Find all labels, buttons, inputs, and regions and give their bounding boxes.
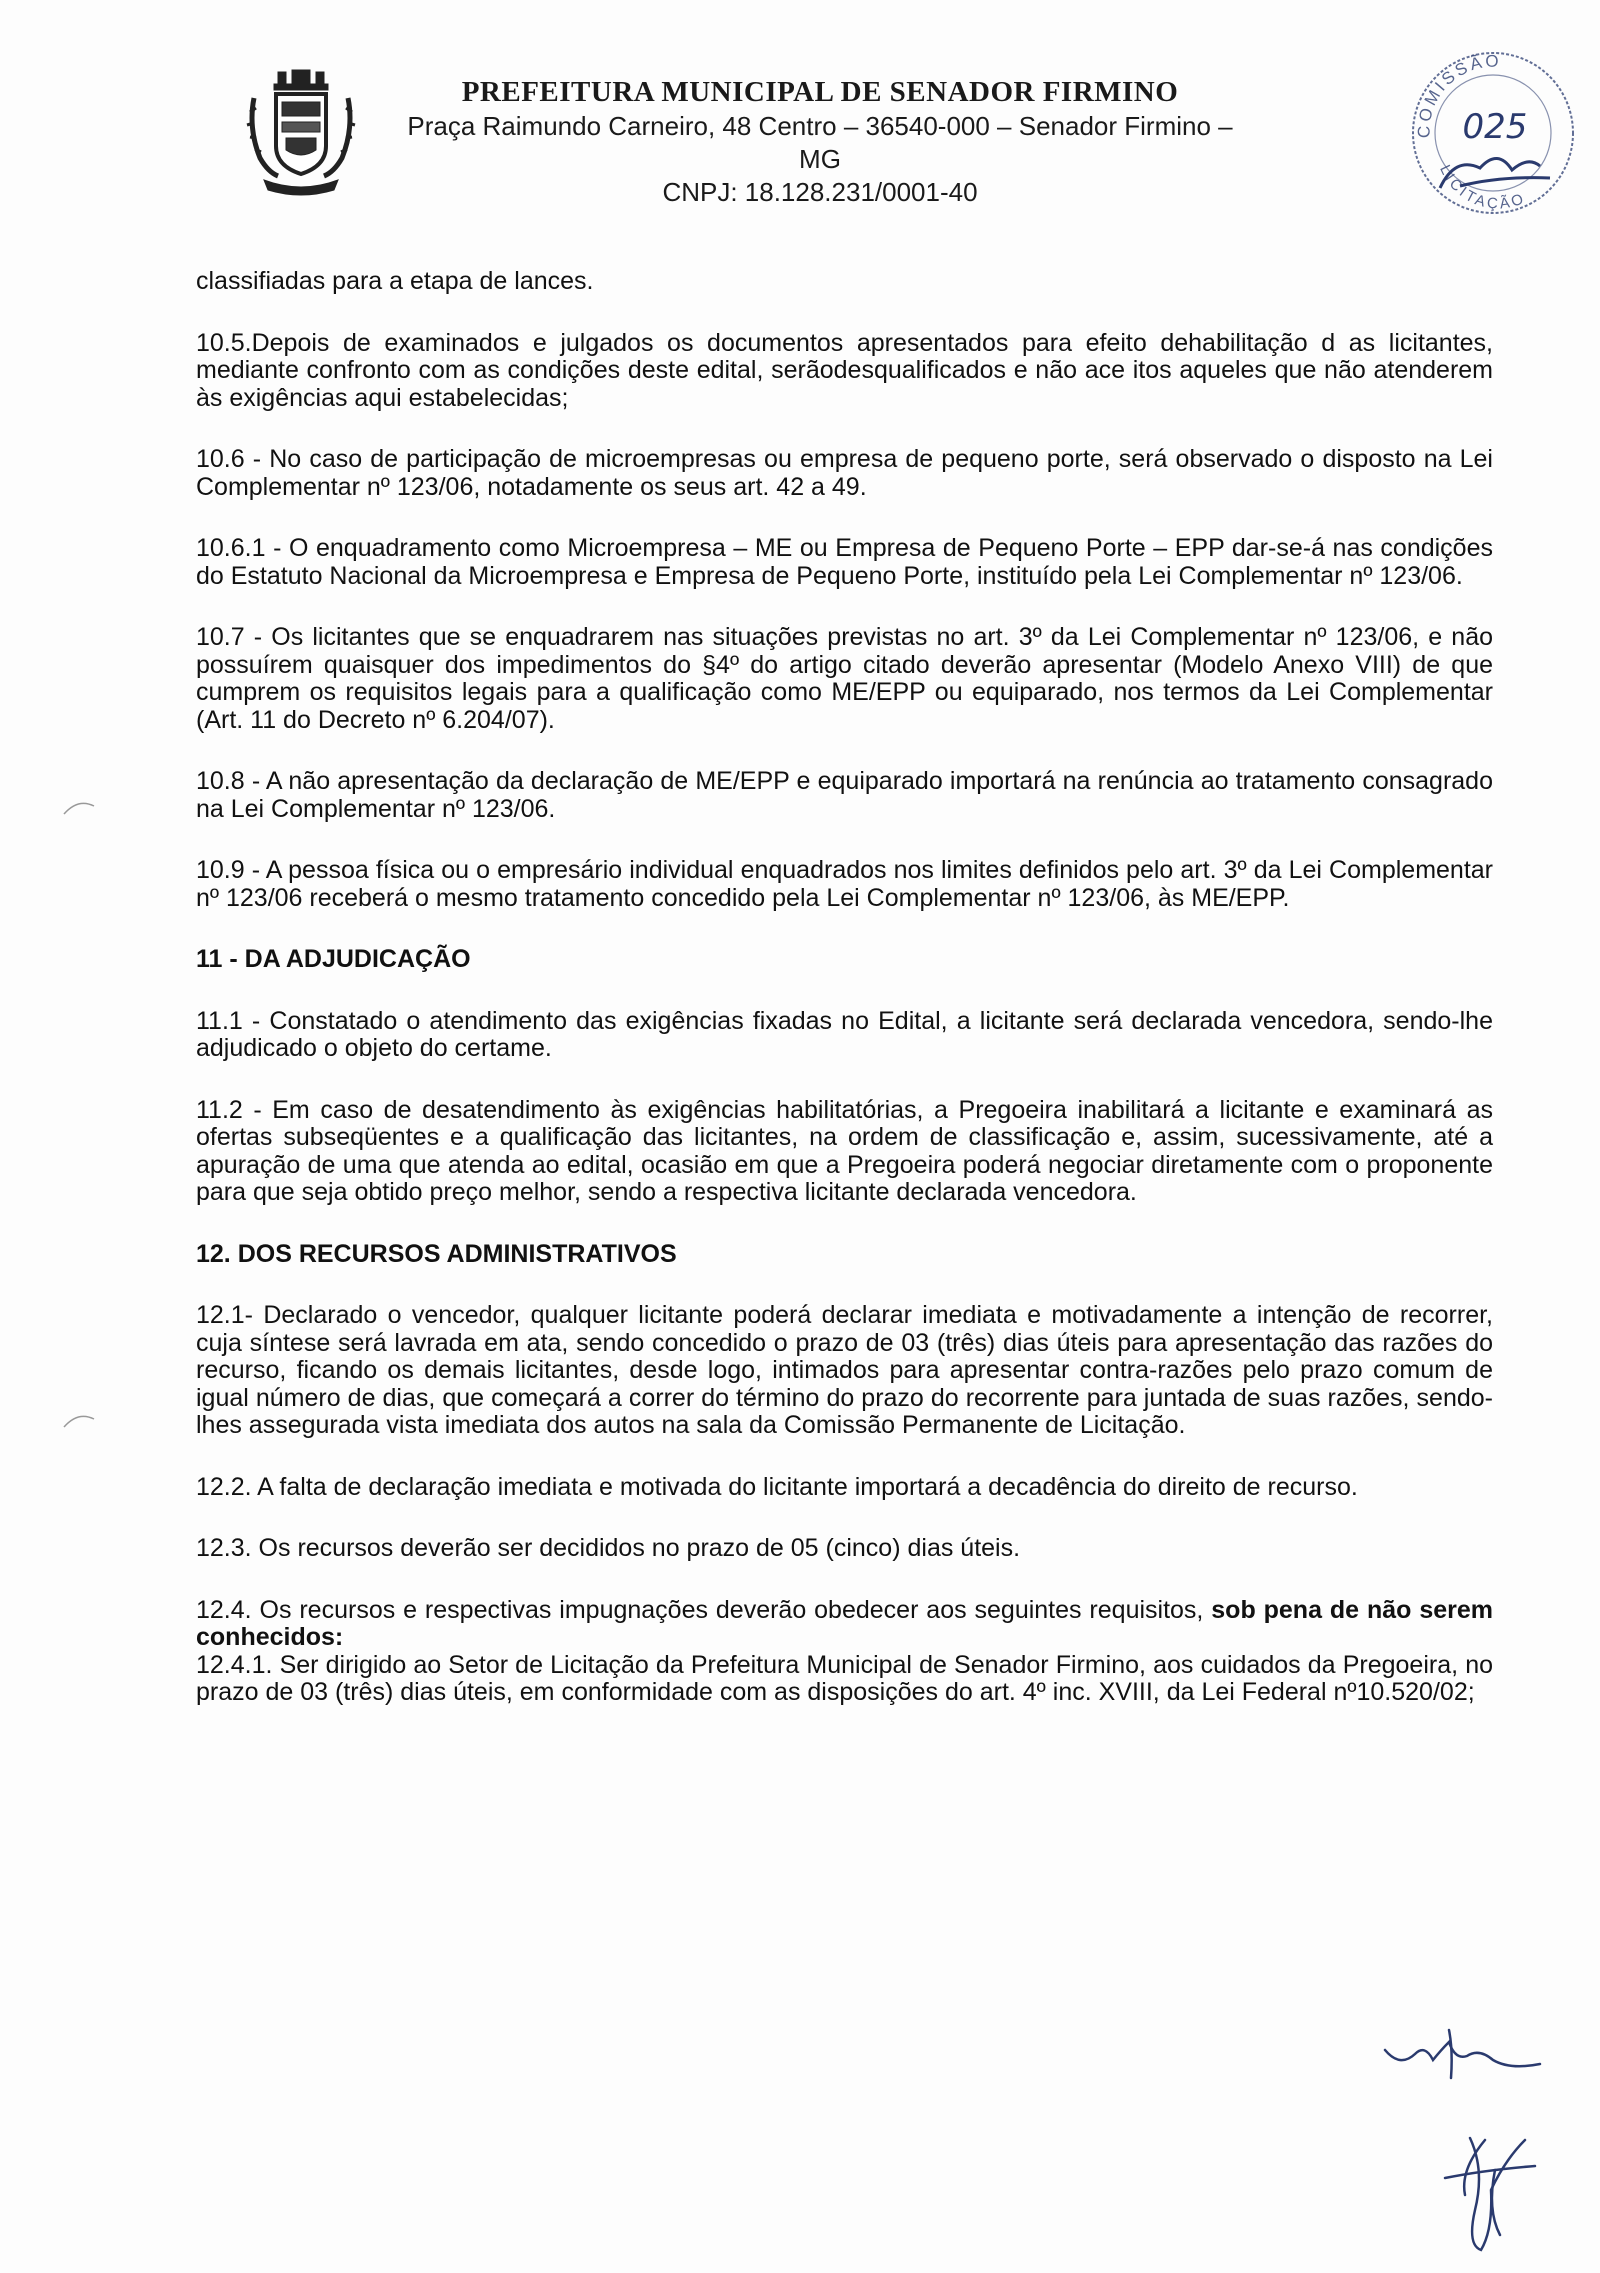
clause-12-4-bold: sob pena de não serem conhecidos: [196,1595,1493,1651]
clause-11-1: 11.1 - Constatado o atendimento das exigências fixadas no Edital, a licitante será declarada vencedora, sendo-lhe adjudicado o objeto do certame. [196,1006,1493,1062]
paragraph-intro: classifiadas para a etapa de lances. [196,267,594,295]
clause-12-4 [196,1597,1493,1652]
letterhead-text [400,74,1240,209]
section-heading-11: 11 - DA ADJUDICAÇÃO [196,945,471,973]
municipality-address: Praça Raimundo Carneiro, 48 Centro – 36540-000 – Senador Firmino – MG [407,111,1233,174]
letterhead [240,62,1400,207]
stamp-ring-bottom: LICITAÇÃO [1436,162,1529,213]
municipal-coat-of-arms-icon [246,68,356,198]
stamp-ring-top: COMISSÃO [1414,51,1502,139]
stamp-page-number: 025 [1462,107,1528,147]
commission-page-stamp [1400,38,1585,223]
margin-punch-mark [60,790,100,820]
document-body [196,268,1493,1707]
clause-10-6-1: 10.6.1 - O enquadramento como Microempresa – ME ou Empresa de Pequeno Porte – EPP dar-se-á nas condições do Estatuto Nacional da Microempresa e Empresa de Pequeno Porte, instituído pela Lei Complementar nº 123/06. [196,534,1493,590]
clause-10-8: 10.8 - A não apresentação da declaração de ME/EPP e equiparado importará na renúncia ao tratamento consagrado na Lei Complementar nº 123/06. [196,767,1493,823]
clause-11-2: 11.2 - Em caso de desatendimento às exigências habilitatórias, a Pregoeira inabilitará a licitante e examinará as ofertas subseqüentes e a qualificação das licitantes, na ordem de classificação e, assim, sucessivamente, até a apuração de uma que atenda ao edital, ocasião em que a Pregoeira poderá negociar diretamente com o proponente para que seja obtido preço melhor, sendo a respectiva licitante declarada vencedora. [196,1095,1493,1206]
clause-12-2: 12.2. A falta de declaração imediata e motivada do licitante importará a decadência do direito de recurso. [196,1472,1358,1501]
clause-12-4-1: 12.4.1. Ser dirigido ao Setor de Licitação da Prefeitura Municipal de Senador Firmino, aos cuidados da Pregoeira, no prazo de 03 (três) dias úteis, em conformidade com as disposições do art. 4º inc. XVIII, da Lei Federal nº10.520/02; [196,1650,1493,1706]
clause-12-3: 12.3. Os recursos deverão ser decididos no prazo de 05 (cinco) dias úteis. [196,1534,1021,1562]
clause-12-1: 12.1- Declarado o vencedor, qualquer licitante poderá declarar imediata e motivadamente a intenção de recorrer, cuja síntese será lavrada em ata, sendo concedido o prazo de 03 (três) dias úteis para apresentação das razões do recurso, ficando os demais licitantes, desde logo, intimados para apresentar contra-razões pelo prazo comum de igual número de dias, que começará a correr do término do prazo do recorrente para juntada de suas razões, sendo-lhes assegurada vista imediata dos autos na sala da Comissão Permanente de Licitação. [196,1301,1493,1439]
svg-text:LICITAÇÃO [1436,162,1528,212]
clause-10-6: 10.6 - No caso de participação de microempresas ou empresa de pequeno porte, será observado o disposto na Lei Complementar nº 123/06, notadamente os seus art. 42 a 49. [196,445,1493,501]
margin-punch-mark [60,1403,100,1433]
clause-10-9: 10.9 - A pessoa física ou o empresário individual enquadrados nos limites definidos pelo art. 3º da Lei Complementar nº 123/06 receberá o mesmo tratamento concedido pela Lei Complementar nº 123/06, às ME/EPP. [196,856,1493,912]
clause-12-4-text: 12.4. Os recursos e respectivas impugnações deverão obedecer aos seguintes requisitos, [196,1595,1212,1624]
section-heading-12: 12. DOS RECURSOS ADMINISTRATIVOS [196,1239,677,1268]
municipality-cnpj: CNPJ: 18.128.231/0001-40 [662,177,978,207]
municipality-name: PREFEITURA MUNICIPAL DE SENADOR FIRMINO [461,76,1179,108]
clause-10-7: 10.7 - Os licitantes que se enquadrarem nas situações previstas no art. 3º da Lei Complementar nº 123/06, e não possuírem quaisquer dos impedimentos do §4º do artigo citado deverão apresentar (Modelo Anexo VIII) de que cumprem os requisitos legais para a qualificação como ME/EPP ou equiparado, nos termos da Lei Complementar (Art. 11 do Decreto nº 6.204/07). [196,623,1493,734]
clause-10-5: 10.5.Depois de examinados e julgados os documentos apresentados para efeito dehabilitação d as licitantes, mediante confronto com as condições deste edital, serãodesqualificados e não ace itos aqueles que não atenderem às exigências aqui estabelecidas; [196,328,1493,412]
initials-signature [1375,2020,1565,2260]
